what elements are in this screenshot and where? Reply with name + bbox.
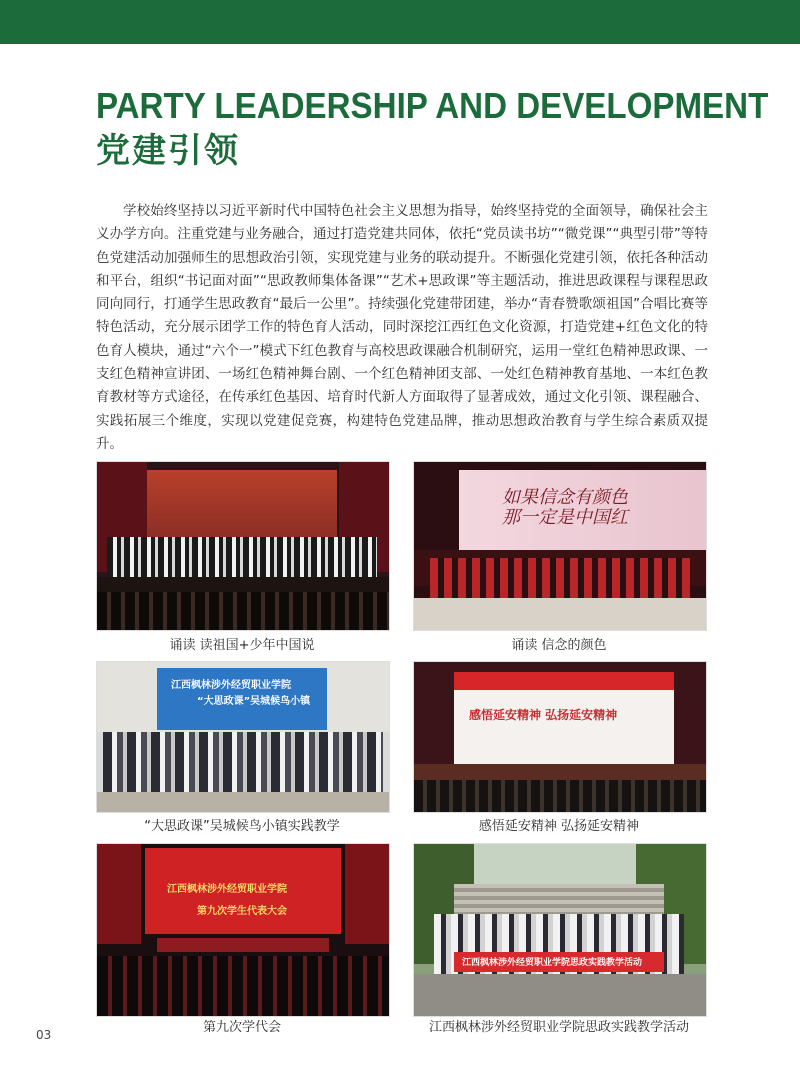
photo-caption: 第九次学代会 (202, 1020, 281, 1035)
screen-text-line: 江西枫林涉外经贸职业学院 (171, 680, 291, 691)
photo-caption: “大思政课”吴城候鸟小镇实践教学 (144, 819, 340, 834)
page-title-cn: 党建引领 (96, 131, 240, 171)
page-number: 03 (36, 1028, 52, 1042)
photo-ideological-practice (413, 843, 707, 1017)
screen-text-line: 江西枫林涉外经贸职业学院 (167, 884, 287, 895)
photo-caption: 诵读 读祖国+少年中国说 (169, 638, 315, 653)
screen-text-line: 那一定是中国红 (502, 507, 628, 528)
screen-text-line: “大思政课”吴城候鸟小镇 (197, 696, 311, 707)
screen-text-line: 感悟延安精神 弘扬延安精神 (469, 708, 618, 722)
screen-text-line: 第九次学生代表大会 (197, 906, 287, 917)
photo-yanan-spirit (413, 661, 707, 813)
intro-paragraph: 学校始终坚持以习近平新时代中国特色社会主义思想为指导，始终坚持党的全面领导，确保社会主义办学方向。注重党建与业务融合，通过打造党建共同体，依托“党员读书坊”“微党课”“典型引带”等特色党建活动加强师生的思想政治引领，实现党建与业务的联动提升。不断强化党建引领，依托各种活动和平台，组织“书记面对面”“思政教师集体备课”“艺术+思政课”等主题活动，推进思政课程与课程思政同向同行，打通学生思政教育“最后一公里”。持续强化党建带团建，举办“青春赞歌颂祖国”合唱比赛等特色活动，充分展示团学工作的特色育人活动，同时深挖江西红色文化资源，打造党建+红色文化的特色育人模块，通过“六个一”模式下红色教育与高校思政课融合机制研究，运用一堂红色精神思政课、一支红色精神宣讲团、一场红色精神舞台剧、一个红色精神团支部、一处红色精神教育基地、一本红色教育教材等方式途径，在传承红色基因、培育时代新人方面取得了显著成效，通过文化引领、课程融合、实践拓展三个维度，实现以党建促竞赛，构建特色党建品牌，推动思想政治教育与学生综合素质双提升。 (96, 203, 708, 452)
page-title-en: PARTY LEADERSHIP AND DEVELOPMENT (96, 85, 769, 126)
photo-student-congress (96, 843, 390, 1017)
photo-recital-belief-color (413, 461, 707, 631)
photo-caption: 感悟延安精神 弘扬延安精神 (478, 819, 640, 834)
photo-caption: 诵读 信念的颜色 (511, 638, 607, 653)
banner-text: 江西枫林涉外经贸职业学院思政实践教学活动 (462, 958, 643, 968)
photo-caption: 江西枫林涉外经贸职业学院思政实践教学活动 (428, 1020, 689, 1035)
photo-recital-motherland (96, 461, 390, 631)
screen-text-line: 如果信念有颜色 (502, 487, 628, 508)
top-bar (0, 0, 800, 44)
photo-wucheng-practice (96, 661, 390, 813)
